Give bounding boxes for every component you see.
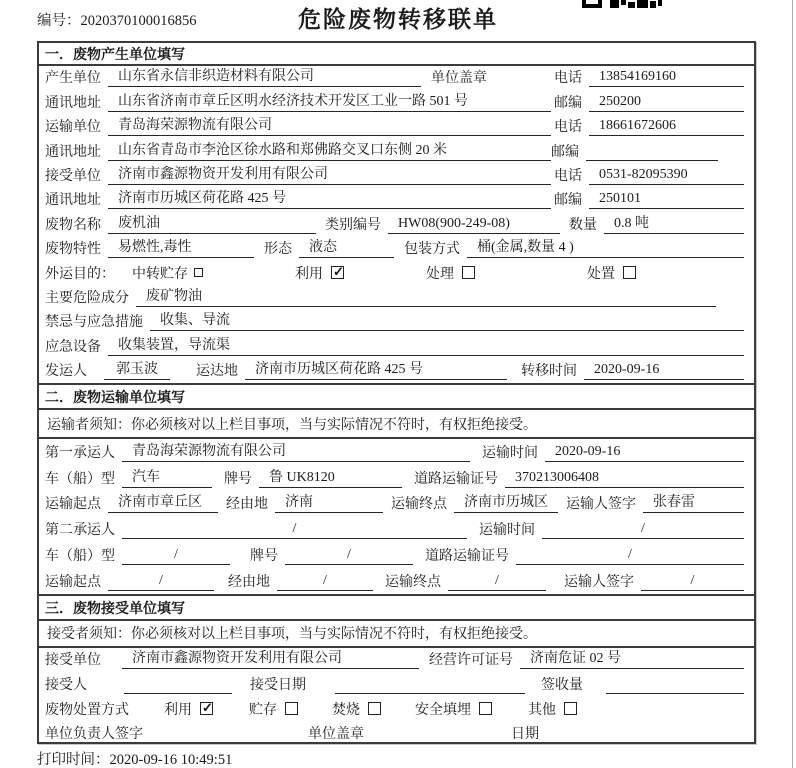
row-taboo-measures xyxy=(39,310,754,334)
transporter-value: 青岛海荣源物流有限公司 xyxy=(108,115,551,136)
form-value: 液态 xyxy=(299,237,394,258)
route2-start: / xyxy=(108,573,214,591)
receiver-address: 济南市历城区荷花路 425 号 xyxy=(108,188,551,209)
checkbox-utilize-disposal xyxy=(200,702,213,715)
carrier-sign-label: 运输人签字 xyxy=(566,497,636,513)
row-receiver-address xyxy=(39,188,754,212)
row-transporter-address xyxy=(39,139,754,163)
phone-label: 电话 xyxy=(554,120,582,136)
receiver-zip: 250101 xyxy=(589,191,744,209)
carrier-sign-label: 运输人签字 xyxy=(564,574,634,590)
option-label: 安全填埋 xyxy=(415,702,471,718)
producer-phone: 13854169160 xyxy=(589,69,744,87)
transporter-label: 运输单位 xyxy=(45,120,101,136)
checkbox-landfill xyxy=(479,702,492,715)
row-route2 xyxy=(39,568,754,594)
option-utilize xyxy=(164,699,213,719)
producer-value: 山东省永信非织造材料有限公司 xyxy=(108,66,421,87)
transporter-notice: 运输者须知：你必须核对以上栏目事项，当与实际情况不符时，有权拒绝接受。 xyxy=(39,410,754,439)
manifest-form xyxy=(37,41,756,744)
zip-label: 邮编 xyxy=(554,95,582,111)
disposal-label: 废物处置方式 xyxy=(45,702,129,718)
transporter-zip xyxy=(586,159,718,161)
receiver-notice: 接受者须知：你必须核对以上栏目事项，当与实际情况不符时，有权拒绝接受。 xyxy=(39,621,754,648)
serial-label: 编号： xyxy=(37,13,81,29)
route-start-label: 运输起点 xyxy=(45,497,101,513)
row-first-carrier xyxy=(39,439,754,465)
carrier2-time: / xyxy=(542,521,744,539)
checkbox-other xyxy=(564,702,577,715)
permit-label: 道路运输证号 xyxy=(414,471,498,487)
checkbox-incinerate xyxy=(368,702,381,715)
route1-sign: 张春雷 xyxy=(643,491,744,513)
accepting-unit-label: 接受单位 xyxy=(45,653,101,669)
row-acceptor xyxy=(39,672,754,697)
traits-label: 废物特性 xyxy=(45,242,101,258)
page-right-edge xyxy=(792,0,793,768)
pack-value: 桶(金属,数量 4 ) xyxy=(467,237,744,258)
route1-end: 济南市历城区 xyxy=(454,491,558,513)
row-second-carrier xyxy=(39,516,754,542)
sign-date xyxy=(546,741,744,743)
destination-label: 运达地 xyxy=(196,364,238,380)
vehicle-type-label: 车（船）型 xyxy=(45,549,115,565)
row-waste-name xyxy=(39,212,754,236)
row-accepting-unit xyxy=(39,648,754,673)
checkbox-utilize xyxy=(331,266,344,279)
waste-code-label: 类别编号 xyxy=(325,217,381,233)
option-dispose xyxy=(587,263,636,283)
carrier2-label: 第二承运人 xyxy=(45,523,115,539)
receipt-qty-label: 签收量 xyxy=(541,677,583,693)
route-start-label: 运输起点 xyxy=(45,574,101,590)
receiver-phone: 0531-82095390 xyxy=(589,167,744,185)
row-transfer-purpose xyxy=(39,261,754,285)
row-responsible-signature xyxy=(39,721,754,744)
address-label: 通讯地址 xyxy=(45,95,101,111)
waste-code: HW08(900-249-08) xyxy=(388,216,560,234)
vehicle2-type: / xyxy=(122,547,230,565)
row-producer xyxy=(39,66,754,90)
permit-label: 道路运输证号 xyxy=(425,549,509,565)
date-label: 日期 xyxy=(511,726,539,742)
route-end-label: 运输终点 xyxy=(385,574,441,590)
vehicle1-type: 汽车 xyxy=(122,466,212,488)
waste-qty-label: 数量 xyxy=(569,217,597,233)
phone-label: 电话 xyxy=(554,71,582,87)
checkbox-dispose xyxy=(623,266,636,279)
option-other xyxy=(528,699,577,719)
row-emergency-equipment xyxy=(39,334,754,358)
carrier2-value: / xyxy=(122,521,467,539)
destination-value: 济南市历城区荷花路 425 号 xyxy=(245,359,507,380)
route2-end: / xyxy=(448,573,546,591)
vehicle2-permit: / xyxy=(516,547,744,565)
route1-via: 济南 xyxy=(275,491,383,513)
route-via-label: 经由地 xyxy=(228,574,270,590)
acceptor-name xyxy=(124,692,232,694)
row-transporter xyxy=(39,115,754,139)
address-label: 通讯地址 xyxy=(45,193,101,209)
transporter-phone: 18661672606 xyxy=(589,118,744,136)
serial-number: 2020370100016856 xyxy=(80,13,197,29)
transport-time-label: 运输时间 xyxy=(482,445,538,461)
option-label: 利用 xyxy=(295,266,323,282)
option-label: 中转贮存 xyxy=(132,266,188,282)
section1-title: 一．废物产生单位填写 xyxy=(39,43,754,66)
transporter-address: 山东省青岛市李沧区徐水路和郑佛路交叉口东侧 20 米 xyxy=(108,139,551,160)
option-label: 焚烧 xyxy=(332,702,360,718)
traits-value: 易燃性,毒性 xyxy=(108,237,254,258)
carrier1-time: 2020-09-16 xyxy=(545,444,744,462)
row-dispatcher xyxy=(39,359,754,383)
transfer-time-label: 转移时间 xyxy=(521,364,577,380)
phone-label: 电话 xyxy=(554,168,582,184)
accept-date xyxy=(335,692,525,694)
option-label: 其他 xyxy=(528,702,556,718)
waste-name: 废机油 xyxy=(108,212,316,233)
print-time-label: 打印时间： xyxy=(37,752,110,768)
option-store xyxy=(249,699,298,719)
option-treat xyxy=(426,263,475,283)
responsible-sign-label: 单位负责人签字 xyxy=(45,726,143,742)
address-label: 通讯地址 xyxy=(45,144,101,160)
vehicle2-plate: / xyxy=(285,547,413,565)
section2-title: 二．废物运输单位填写 xyxy=(39,383,754,410)
route-via-label: 经由地 xyxy=(226,497,268,513)
option-landfill xyxy=(415,699,492,719)
pack-label: 包装方式 xyxy=(404,242,460,258)
route-end-label: 运输终点 xyxy=(391,497,447,513)
accept-date-label: 接受日期 xyxy=(250,677,306,693)
row-vehicle2 xyxy=(39,542,754,568)
row-vehicle1 xyxy=(39,465,754,491)
route1-start: 济南市章丘区 xyxy=(108,491,218,513)
producer-zip: 250200 xyxy=(589,94,744,112)
hazard-label: 主要危险成分 xyxy=(45,290,129,306)
zip-label: 邮编 xyxy=(551,144,579,160)
zip-label: 邮编 xyxy=(554,193,582,209)
option-utilize xyxy=(295,263,344,283)
checkbox-treat xyxy=(462,266,475,279)
row-hazard-component xyxy=(39,286,754,310)
responsible-sign-value xyxy=(182,741,294,743)
option-label: 利用 xyxy=(164,702,192,718)
row-receiver xyxy=(39,164,754,188)
option-label: 贮存 xyxy=(249,702,277,718)
option-label: 处置 xyxy=(587,266,615,282)
option-incinerate xyxy=(332,699,381,719)
acceptor-label: 接受人 xyxy=(45,677,87,693)
plate-label: 牌号 xyxy=(224,471,252,487)
carrier1-label: 第一承运人 xyxy=(45,445,115,461)
producer-label: 产生单位 xyxy=(45,71,101,87)
equip-value: 收集装置，导流渠 xyxy=(108,334,744,355)
receiver-label: 接受单位 xyxy=(45,168,101,184)
checkbox-transfer-storage xyxy=(194,268,203,277)
print-time-value: 2020-09-16 10:49:51 xyxy=(109,752,233,768)
waste-qty: 0.8 吨 xyxy=(604,212,744,233)
row-disposal-method xyxy=(39,697,754,722)
document-title: 危险废物转移联单 xyxy=(298,6,498,32)
license-value: 济南危证 02 号 xyxy=(520,648,744,670)
option-transfer-storage xyxy=(132,263,203,283)
carrier1-value: 青岛海荣源物流有限公司 xyxy=(122,440,470,462)
unit-stamp-label: 单位盖章 xyxy=(308,726,364,742)
receipt-qty xyxy=(606,692,744,694)
route2-via: / xyxy=(277,573,373,591)
qr-code-fragment xyxy=(580,0,662,9)
transport-time-label: 运输时间 xyxy=(479,523,535,539)
accepting-unit-value: 济南市鑫源物资开发利用有限公司 xyxy=(122,648,419,670)
waste-name-label: 废物名称 xyxy=(45,217,101,233)
form-label: 形态 xyxy=(264,242,292,258)
taboo-value: 收集、导流 xyxy=(150,310,744,331)
purpose-label: 外运目的： xyxy=(45,266,115,282)
checkbox-store xyxy=(285,702,298,715)
dispatcher-label: 发运人 xyxy=(45,364,87,380)
producer-address: 山东省济南市章丘区明水经济技术开发区工业一路 501 号 xyxy=(108,90,551,111)
plate-label: 牌号 xyxy=(250,549,278,565)
row-waste-traits xyxy=(39,237,754,261)
hazard-value: 废矿物油 xyxy=(136,286,716,307)
vehicle-type-label: 车（船）型 xyxy=(45,471,115,487)
vehicle1-plate: 鲁 UK8120 xyxy=(259,466,402,488)
stamp-label: 单位盖章 xyxy=(431,71,487,87)
equip-label: 应急设备 xyxy=(45,339,101,355)
receiver-value: 济南市鑫源物资开发利用有限公司 xyxy=(108,164,551,185)
transfer-time: 2020-09-16 xyxy=(584,362,744,380)
vehicle1-permit: 370213006408 xyxy=(505,470,744,488)
option-label: 处理 xyxy=(426,266,454,282)
row-route1 xyxy=(39,491,754,517)
dispatcher-name: 郭玉波 xyxy=(104,359,170,380)
route2-sign: / xyxy=(641,573,744,591)
taboo-label: 禁忌与应急措施 xyxy=(45,315,143,331)
license-label: 经营许可证号 xyxy=(429,653,513,669)
section3-title: 三．废物接受单位填写 xyxy=(39,594,754,621)
row-producer-address xyxy=(39,90,754,114)
print-time xyxy=(37,748,232,768)
